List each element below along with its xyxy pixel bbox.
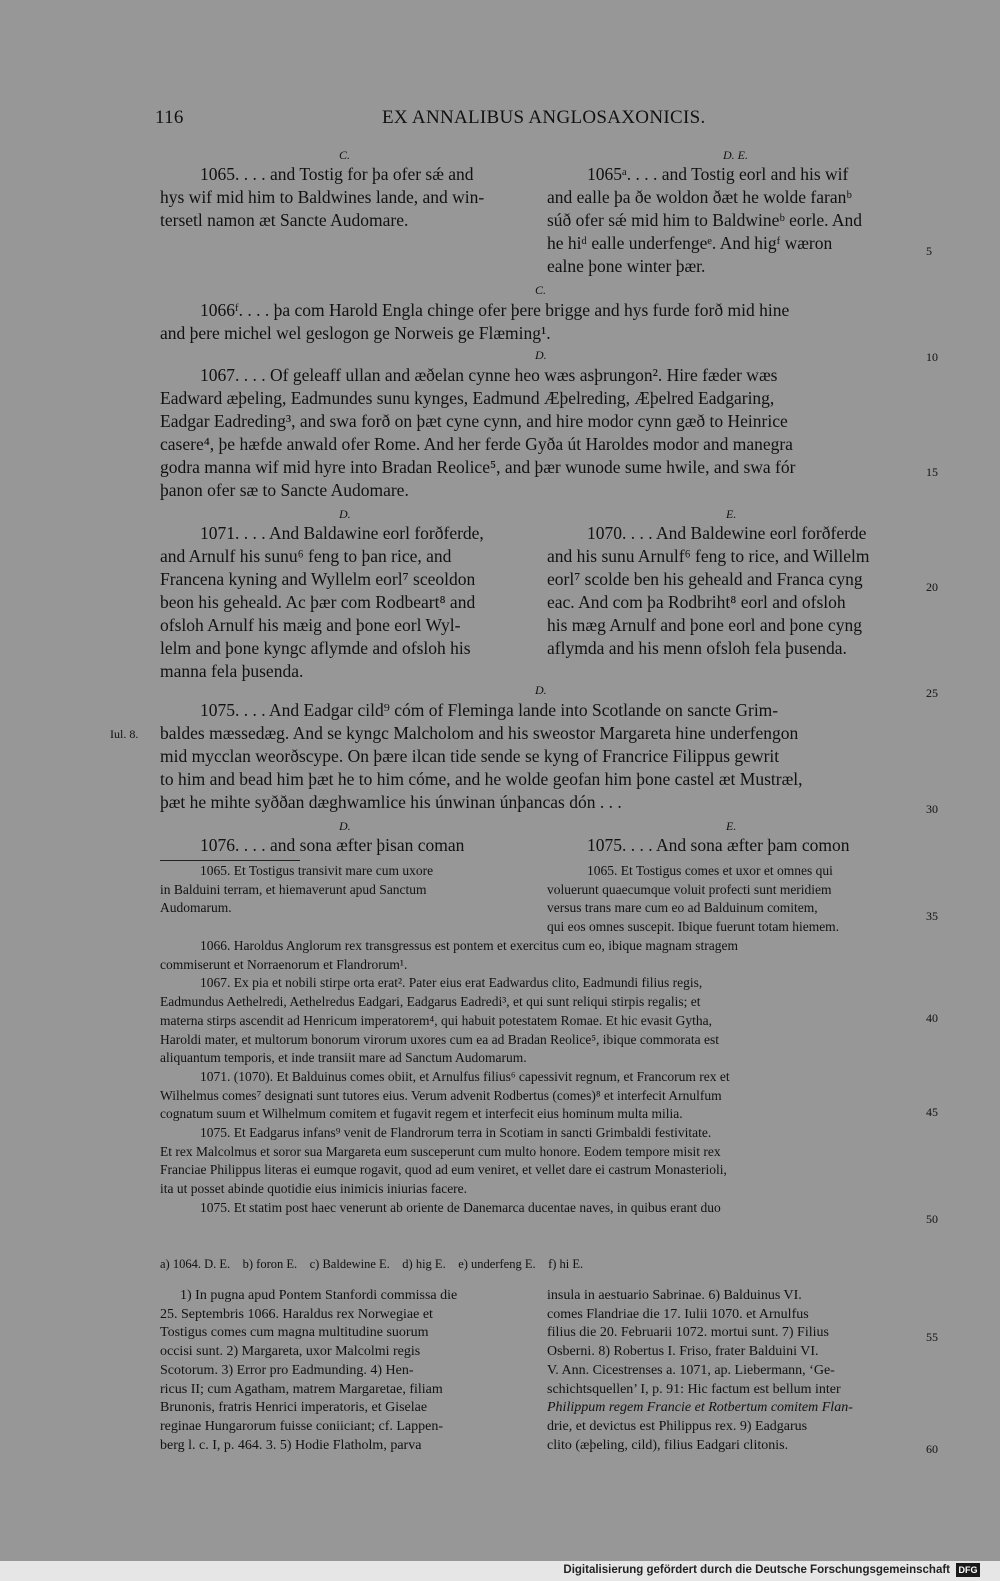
text-line: cognatum suum et Wilhelmum comitem et fugavit regem et interfecit eius hominum multa milia. xyxy=(160,1106,683,1122)
text-line: drie, et devictus est Philippus rex. 9) Eadgarus xyxy=(547,1418,808,1434)
text-line: 1065ᵃ. . . . and Tostig eorl and his wif xyxy=(587,164,849,184)
text-line: 1065. . . . and Tostig for þa ofer sǽ and xyxy=(200,164,474,184)
text-line: Wilhelmus comes⁷ designati sunt tutores eius. Verum advenit Rodbertus (comes)⁸ et interfecit Arnulfum xyxy=(160,1087,722,1103)
text-line: 1065. Et Tostigus comes et uxor et omnes qui xyxy=(587,863,833,878)
text-line: aflymda and his menn ofsloh fela þusenda. xyxy=(547,638,847,658)
text-line: Tostigus comes cum magna multitudine suorum xyxy=(160,1325,429,1341)
text-line: and Arnulf his sunu⁶ feng to þan rice, and xyxy=(160,546,452,566)
text-line: mid mycclan weorðscype. On þære ilcan tide sende se kyng of Francrice Filippus gewrit xyxy=(160,746,780,766)
running-title: EX ANNALIBUS ANGLOSAXONICIS. xyxy=(382,107,706,128)
entry-1065-c xyxy=(160,163,484,232)
text-line: clito (æþeling, cild), filius Eadgari clitonis. xyxy=(547,1437,789,1453)
footer-credit: Digitalisierung gefördert durch die Deutsche Forschungsgemeinschaft xyxy=(563,1564,950,1576)
text-line: Haroldi mater, et multorum bonorum virorum uxores cum ea ad Bradan Reolice⁵, ibique commorata est xyxy=(160,1031,720,1047)
text-line: ofsloh Arnulf his mæig and þone eorl Wyl- xyxy=(160,615,461,635)
text-line: Osberni. 8) Robertus I. Friso, frater Balduini VI. xyxy=(547,1344,819,1360)
text-line: 1071. . . . And Baldawine eorl forðferde, xyxy=(200,523,484,543)
text-line: and his sunu Arnulf⁶ feng to rice, and Willelm xyxy=(547,546,870,566)
text-line: Brunonis, fratris Henrici imperatoris, et Giselae xyxy=(160,1400,428,1416)
line-number: 5 xyxy=(926,244,932,258)
text-line: voluerunt quaecumque voluit profecti sunt meridiem xyxy=(547,881,832,897)
text-line: 1075. . . . And Eadgar cild⁹ cóm of Fleminga lande into Scotlande on sancte Grim- xyxy=(200,700,779,720)
text-line: 1075. . . . And sona æfter þam comon xyxy=(587,835,850,855)
text-line: V. Ann. Cicestrenses a. 1071, ap. Liebermann, ‘Ge- xyxy=(547,1362,835,1378)
siglum-e: E. xyxy=(726,819,737,833)
line-number: 20 xyxy=(926,580,938,594)
text-line: Francena kyning and Wyllelm eorl⁷ sceoldon xyxy=(160,569,476,589)
text-line: ricus II; cum Agatham, matrem Margaretae, filiam xyxy=(160,1381,443,1397)
text-line: reginae Hungarorum fuisse coniiciant; cf. Lappen- xyxy=(160,1418,444,1434)
text-line: 1066ᶠ. . . . þa com Harold Engla chinge ofer þere brigge and hys furde forð mid hine xyxy=(200,300,790,320)
dfg-logo-icon: DFG xyxy=(956,1563,980,1577)
line-number: 30 xyxy=(926,802,938,816)
text-line: tersetl namon æt Sancte Audomare. xyxy=(160,210,409,230)
text-line: and þere michel wel geslogon ge Norweis ge Flæming¹. xyxy=(160,323,551,343)
text-line: eorl⁷ scolde ben his geheald and Franca cyng xyxy=(547,569,863,589)
siglum-d: D. xyxy=(535,348,547,362)
text-line: þæt he mihte syððan dæghwamlice his únwinan únþancas dón . . . xyxy=(160,792,622,812)
latin-1065-right xyxy=(547,862,839,937)
text-line: his mæg Arnulf and þone eorl and þone cyng xyxy=(547,615,862,635)
text-line: godra manna wif mid hyre into Bradan Reolice⁵, and þær wunode sume hwile, and swa fór xyxy=(160,457,796,477)
text-line: 1066. Haroldus Anglorum rex transgressus est pontem et exercitus cum eo, ibique magnam stragem xyxy=(200,938,739,953)
text-line: 1075. Et statim post haec venerunt ab oriente de Danemarca ducentae naves, in quibus erant duo xyxy=(200,1199,721,1215)
siglum-de: D. E. xyxy=(723,148,748,162)
text-line: súð ofer sǽ mid him to Baldwineᵇ eorle. And xyxy=(547,210,863,230)
text-line: materna stirps ascendit ad Henricum imperatorem⁴, qui habuit potestatem Romae. Et hic evasit Gytha, xyxy=(160,1012,713,1028)
text-line: to him and bead him þæt he to him cóme, and he wolde geofan him þone castel æt Mustræl, xyxy=(160,769,803,789)
text-line: ealne þone winter þær. xyxy=(547,256,706,276)
text-line: Scotorum. 3) Error pro Eadmunding. 4) Hen- xyxy=(160,1362,414,1378)
text-line: insula in aestuario Sabrinae. 6) Balduinus VI. xyxy=(547,1288,802,1303)
page-number: 116 xyxy=(155,107,184,128)
siglum-d: D. xyxy=(339,819,351,833)
entry-1075 xyxy=(160,699,803,814)
text-line: aliquantum temporis, et inde transiit mare ad Sanctum Audomarum. xyxy=(160,1050,527,1066)
text-line: ita ut posset abinde quotidie eius inimicis iniurias facere. xyxy=(160,1181,468,1197)
entry-1071-d xyxy=(160,522,484,683)
siglum-e: E. xyxy=(726,507,737,521)
text-line: Eadward æþeling, Eadmundes sunu kynges, Eadmund Æþelreding, Æþelred Eadgaring, xyxy=(160,388,775,408)
entry-1065-de xyxy=(547,163,862,278)
text-line: þanon ofer sæ to Sancte Audomare. xyxy=(160,480,409,500)
text-line: filius die 20. Februarii 1072. mortui sunt. 7) Filius xyxy=(547,1325,829,1341)
text-line: berg l. c. I, p. 464. 3. 5) Hodie Flatholm, parva xyxy=(160,1437,422,1453)
entry-1067 xyxy=(160,364,795,502)
margin-date-note: Iul. 8. xyxy=(110,727,139,741)
text-line: 1076. . . . and sona æfter þisan coman xyxy=(200,835,465,855)
text-line: 1075. Et Eadgarus infans⁹ venit de Flandrorum terra in Scotiam in sancti Grimbaldi festivitate. xyxy=(200,1125,712,1141)
variant-apparatus: a) 1064. D. E. b) foron E. c) Baldewine E. d) hig E. e) underfeng E. f) hi E. xyxy=(160,1257,584,1271)
text-line: 1067. Ex pia et nobili stirpe orta erat². Pater eius erat Eadwardus clito, Eadmundi filius regis, xyxy=(200,975,703,991)
separator-rule xyxy=(160,860,300,861)
digitization-footer xyxy=(0,1561,1000,1581)
text-line: 25. Septembris 1066. Haraldus rex Norwegiae et xyxy=(160,1306,433,1322)
line-number: 35 xyxy=(926,909,938,923)
text-line: comes Flandriae die 17. Iulii 1070. et Arnulfus xyxy=(547,1306,809,1322)
line-number: 10 xyxy=(926,350,938,364)
text-line: Philippum regem Francie et Rotbertum comitem Flan- xyxy=(547,1400,853,1416)
line-number: 60 xyxy=(926,1442,938,1456)
siglum-c: C. xyxy=(535,283,547,297)
entry-1075-e xyxy=(587,834,849,857)
text-line: Eadgar Eadreding³, and swa forð on þæt cyne cynn, and hire modor cynn gæð to Heinrice xyxy=(160,411,788,431)
text-line: and ealle þa ðe woldon ðæt he wolde faranᵇ xyxy=(547,187,852,207)
text-line: commiserunt et Norraenorum et Flandrorum¹. xyxy=(160,956,408,972)
entry-1076-d xyxy=(200,834,464,857)
text-line: eac. And com þa Rodbriht⁸ eorl and ofsloh xyxy=(547,592,846,612)
text-line: Eadmundus Aethelredi, Aethelredus Eadgari, Eadgarus Eadredi³, et qui sunt reliqui stirpis regalis; et xyxy=(160,994,701,1010)
text-line: occisi sunt. 2) Margareta, uxor Malcolmi regis xyxy=(160,1344,421,1360)
text-line: in Balduini terram, et hiemaverunt apud Sanctum xyxy=(160,881,427,897)
text-line: he hiᵈ ealle underfengeᵉ. And higᶠ wæron xyxy=(547,233,833,253)
text-line: versus trans mare cum eo ad Balduinum comitem, xyxy=(547,900,818,916)
text-line: baldes mæssedæg. And se kyngc Malcholom and his sweostor Margareta hine underfengon xyxy=(160,723,799,743)
footnotes-left xyxy=(160,1287,457,1455)
line-number: 55 xyxy=(926,1330,938,1344)
footnotes-right xyxy=(547,1287,853,1455)
text-line: Franciae Philippus literas ei eumque rogavit, quod ad eum veniret, et vellet dare ei castrum Monasterioli, xyxy=(160,1162,727,1178)
text-line: Et rex Malcolmus et soror sua Margareta eum susceperunt cum multo honore. Eodem tempore misit rex xyxy=(160,1143,721,1159)
text-line: Audomarum. xyxy=(160,900,232,916)
text-line: qui eos omnes suscepit. Ibique fuerunt totam hiemem. xyxy=(547,919,840,935)
text-line: 1065. Et Tostigus transivit mare cum uxore xyxy=(200,863,434,878)
entry-1070-e xyxy=(547,522,869,660)
text-line: lelm and þone kyngc aflymde and ofsloh his xyxy=(160,638,471,658)
latin-translation xyxy=(160,937,925,1218)
text-line: 1071. (1070). Et Balduinus comes obiit, et Arnulfus filius⁶ capessivit regnum, et Francorum rex et xyxy=(200,1068,730,1084)
text-line: casere⁴, þe hæfde anwald ofer Rome. And her ferde Gyða út Haroldes modor and manegra xyxy=(160,434,793,454)
text-line: beon his geheald. Ac þær com Rodbeart⁸ and xyxy=(160,592,476,612)
siglum-d: D. xyxy=(339,507,351,521)
siglum-d: D. xyxy=(535,683,547,697)
line-number: 45 xyxy=(926,1105,938,1119)
entry-1066 xyxy=(160,299,789,345)
line-number: 40 xyxy=(926,1011,938,1025)
text-line: hys wif mid him to Baldwines lande, and win- xyxy=(160,187,485,207)
text-line: 1067. . . . Of geleaff ullan and æðelan cynne heo wæs asþrungon². Hire fæder wæs xyxy=(200,365,778,385)
line-number: 15 xyxy=(926,465,938,479)
latin-1065-left xyxy=(160,862,433,918)
text-line: 1) In pugna apud Pontem Stanfordi commissa die xyxy=(180,1288,458,1303)
siglum-c: C. xyxy=(339,148,351,162)
line-number: 50 xyxy=(926,1212,938,1226)
text-line: schichtsquellen’ I, p. 91: Hic factum est bellum inter xyxy=(547,1381,841,1397)
text-line: 1070. . . . And Baldewine eorl forðferde xyxy=(587,523,867,543)
line-number: 25 xyxy=(926,686,938,700)
text-line: manna fela þusenda. xyxy=(160,661,304,681)
